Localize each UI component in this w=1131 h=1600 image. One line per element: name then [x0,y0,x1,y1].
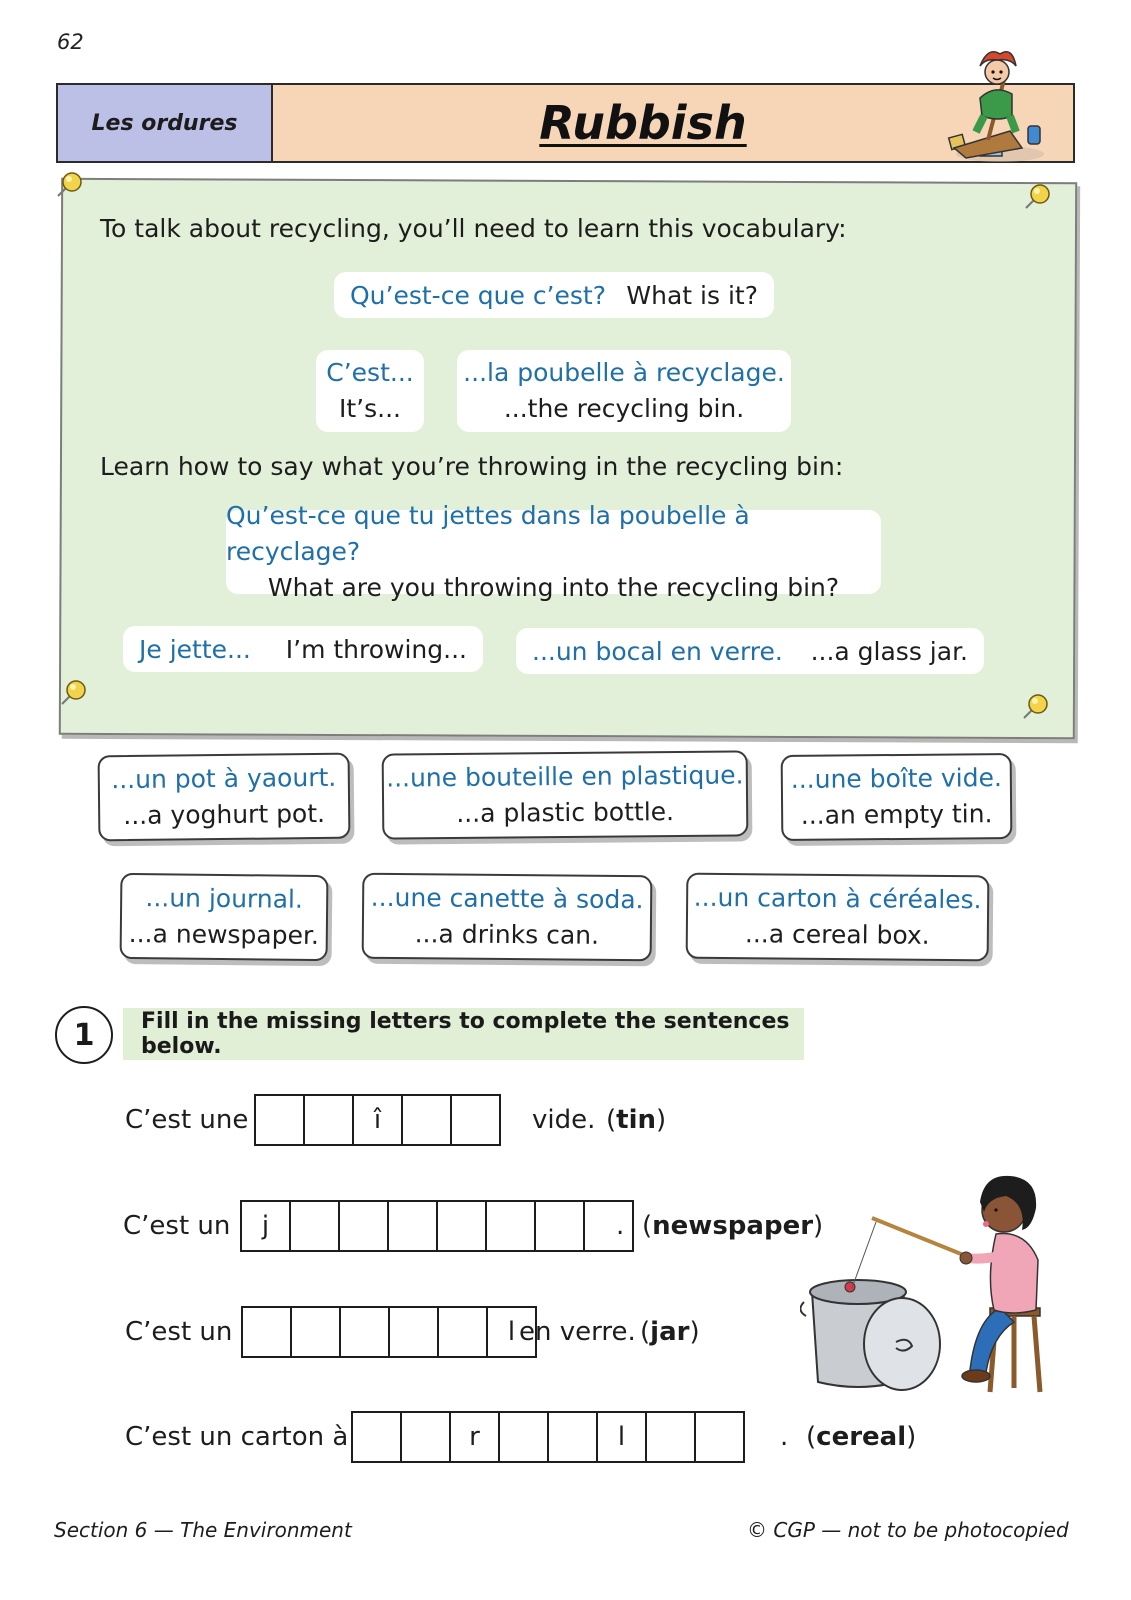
french-phrase: Je jette... [139,634,251,664]
letter-box[interactable] [485,1200,536,1252]
letter-hint: l [617,1422,626,1452]
letter-boxes-jar [241,1306,537,1358]
hint-bracket: ) [689,1317,700,1347]
french-phrase: Qu’est-ce que c’est? [350,280,606,310]
english-phrase: What is it? [626,280,758,310]
english-phrase: ...a plastic bottle. [456,797,675,828]
french-phrase: C’est... [326,358,414,387]
letter-box[interactable] [387,1200,438,1252]
vocab-card [120,873,329,961]
letter-boxes-tin [254,1094,501,1146]
english-phrase: What are you throwing into the recycling bin? [267,573,840,602]
french-phrase: ...une bouteille en plastique. [386,760,744,793]
intro-text: To talk about recycling, you’ll need to learn this vocabulary: [100,214,847,243]
english-phrase: ...a yoghurt pot. [123,798,326,831]
letter-box[interactable] [583,1200,634,1252]
letter-box[interactable] [450,1094,501,1146]
header-topic: Les ordures [58,85,273,161]
vocab-card [781,753,1013,841]
english-phrase: ...a glass jar. [810,636,968,666]
english-phrase: It’s... [339,394,401,423]
header-bar [56,83,1075,163]
vocab-pill-je-jette [123,626,483,672]
page-title: Rubbish [539,96,747,150]
hint-bracket: ( [606,1105,617,1135]
vocab-card [382,750,749,839]
sweeping-person-illustration [940,36,1080,176]
letter-box[interactable] [534,1200,585,1252]
vocab-pill-cest [316,350,424,432]
letter-hint: r [469,1422,480,1452]
letter-box[interactable] [339,1306,390,1358]
hint [606,1105,666,1135]
french-phrase: ...une boîte vide. [790,763,1002,794]
sentence-suffix: vide. [532,1105,596,1135]
vocab-pill-question [334,272,774,318]
hint-bracket: ) [906,1422,917,1452]
sentence-suffix: . [616,1211,625,1241]
french-phrase: ...une canette à soda. [370,882,644,915]
letter-box[interactable] [449,1411,500,1463]
letter-box[interactable] [401,1094,452,1146]
sentence-suffix: en verre. [519,1317,636,1347]
hint-bracket: ( [640,1317,651,1347]
pin-icon [52,168,86,202]
english-phrase: ...the recycling bin. [503,394,745,423]
letter-box[interactable] [351,1411,402,1463]
question-number: 1 [55,1006,113,1064]
french-phrase: ...un journal. [145,883,304,914]
english-phrase: ...a newspaper. [128,919,320,950]
hint-bracket: ( [642,1211,653,1241]
hint-word: tin [616,1105,657,1135]
footer-section: Section 6 — The Environment [54,1518,352,1542]
english-phrase: ...a cereal box. [744,919,930,950]
french-phrase: ...un carton à céréales. [693,882,982,915]
french-phrase: ...la poubelle à recyclage. [463,358,785,387]
letter-box[interactable] [400,1411,451,1463]
letter-box[interactable] [254,1094,305,1146]
hint [642,1211,823,1241]
sentence-suffix: . [780,1422,789,1452]
english-phrase: I’m throwing... [285,634,467,664]
letter-hint: î [373,1105,382,1135]
sentence-prefix: C’est un [123,1211,231,1241]
girl-fishing-bin-illustration [800,1160,1060,1400]
pin-icon [1020,180,1054,214]
letter-box[interactable] [241,1306,292,1358]
letter-box[interactable] [694,1411,745,1463]
letter-box[interactable] [352,1094,403,1146]
vocab-pill-glass-jar [516,628,984,674]
pin-icon [56,676,90,710]
letter-boxes-cereal [351,1411,745,1463]
letter-box[interactable] [645,1411,696,1463]
letter-box[interactable] [240,1200,291,1252]
footer-copyright: © CGP — not to be photocopied [747,1518,1069,1542]
letter-box[interactable] [289,1200,340,1252]
letter-boxes-newspaper [240,1200,634,1252]
letter-box[interactable] [437,1306,488,1358]
letter-box[interactable] [303,1094,354,1146]
hint-bracket: ) [656,1105,667,1135]
hint-bracket: ( [806,1422,817,1452]
letter-box[interactable] [290,1306,341,1358]
letter-box[interactable] [498,1411,549,1463]
vocab-pill-bin [457,350,791,432]
letter-box[interactable] [338,1200,389,1252]
page-number: 62 [57,30,84,54]
english-phrase: ...a drinks can. [414,919,600,950]
letter-hint: l [507,1317,516,1347]
vocab-card [686,873,990,962]
letter-hint: j [261,1211,270,1241]
pin-icon [1018,690,1052,724]
hint [640,1317,700,1347]
vocab-card [362,873,653,962]
hint-word: cereal [816,1422,907,1452]
hint-word: jar [650,1317,690,1347]
hint-word: newspaper [652,1211,814,1241]
letter-box[interactable] [547,1411,598,1463]
letter-box[interactable] [388,1306,439,1358]
hint-bracket: ) [813,1211,824,1241]
sentence-prefix: C’est un carton à [125,1422,349,1452]
vocab-pill-throw-question [226,501,881,602]
question-instruction: Fill in the missing letters to complete the sentences below. [123,1008,804,1060]
french-phrase: Qu’est-ce que tu jettes dans la poubelle à recyclage? [226,501,750,566]
english-phrase: ...an empty tin. [800,799,993,830]
french-phrase: ...un bocal en verre. [532,636,783,666]
sentence-prefix: C’est une [125,1105,249,1135]
vocab-card [98,753,351,842]
sentence-prefix: C’est un [125,1317,233,1347]
letter-box[interactable] [596,1411,647,1463]
french-phrase: ...un pot à yaourt. [111,762,337,795]
hint [806,1422,916,1452]
intro-text-2: Learn how to say what you’re throwing in the recycling bin: [100,452,844,481]
letter-box[interactable] [436,1200,487,1252]
